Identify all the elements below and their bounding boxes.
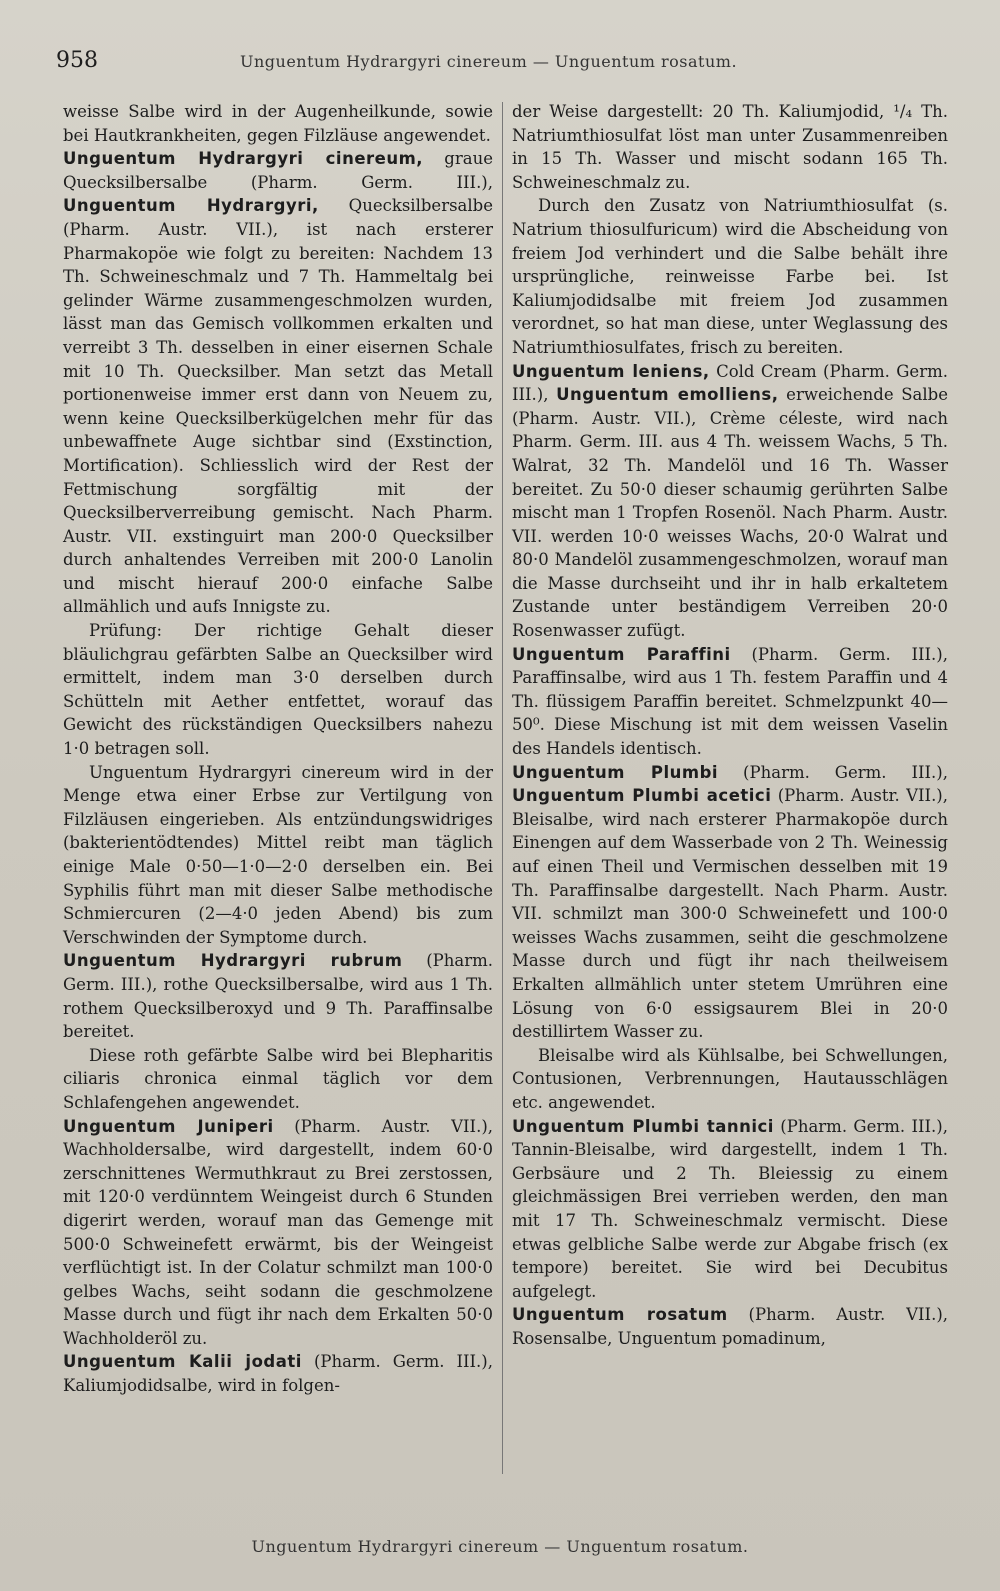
paragraph — [512, 1044, 948, 1115]
entry-title: Unguentum leniens, — [512, 361, 710, 381]
left-column — [63, 100, 493, 1398]
entry-text: (Pharm. Austr. VII.), Rosensalbe, Unguentum pomadinum, — [512, 1305, 948, 1348]
entry-title: Unguentum Plumbi acetici — [512, 786, 772, 806]
paragraph — [512, 643, 948, 761]
paragraph — [63, 147, 493, 619]
entry-text: Cold Cream (Pharm. Germ. III.), — [512, 361, 948, 405]
entry-text: Prüfung: Der richtige Gehalt dieser bläulichgrau gefärbten Salbe an Quecksilber wird ermittelt, indem man 3·0 derselben durch Schütteln mit Aether entfettet, worauf das Gewicht des rückständigen Quecksilbers nahezu 1·0 betragen soll. — [63, 621, 493, 759]
page-header — [56, 48, 940, 84]
entry-text: weisse Salbe wird in der Augenheilkunde, sowie bei Hautkrankheiten, gegen Filzläuse angewendet. — [63, 102, 493, 145]
entry-text: Unguentum Hydrargyri cinereum wird in der Menge etwa einer Erbse zur Vertilgung von Filzläusen eingerieben. Als entzündungswidriges (bakterientödtendes) Mittel reibt man täglich einige Male 0·50—1·0—2·0 derselben ein. Bei Syphilis führt man mit dieser Salbe methodische Schmiercuren (2—4·0 jeden Abend) bis zum Verschwinden der Symptome durch. — [63, 762, 493, 947]
paragraph — [63, 761, 493, 950]
paragraph — [512, 1115, 948, 1304]
entry-text: Durch den Zusatz von Natriumthiosulfat (s. Natrium thiosulfuricum) wird die Abscheidung von freiem Jod verhindert und die Salbe behält ihre ursprüngliche, reinweisse Farbe bei. Ist Kaliumjodidsalbe mit freiem Jod zusammen verordnet, so hat man diese, unter Weglassung des Natriumthiosulfates, frisch zu bereiten. — [512, 196, 948, 357]
page-number: 958 — [56, 48, 98, 73]
entry-title: Unguentum Juniperi — [63, 1116, 274, 1136]
running-head: Unguentum Hydrargyri cinereum — Unguentum rosatum. — [240, 52, 738, 71]
paragraph — [63, 100, 493, 147]
entry-title: Unguentum Kalii jodati — [63, 1352, 302, 1372]
paragraph — [63, 1350, 493, 1397]
entry-text: Quecksilbersalbe (Pharm. Austr. VII.), ist nach ersterer Pharmakopöe wie folgt zu bereiten: Nachdem 13 Th. Schweineschmalz und 7 Th. Hammeltalg bei gelinder Wärme zusammengeschmolzen wurden, lässt man das Gemisch vollkommen erkalten und verreibt 3 Th. desselben in einer eisernen Schale mit 10 Th. Quecksilber. Man setzt das Metall portionenweise immer erst dann von Neuem zu, wenn keine Quecksilberkügelchen mehr für das unbewaffnete Auge sichtbar sind (Exstinction, Mortification). Schliesslich wird der Rest der Fettmischung sorgfältig mit der Quecksilberverreibung gemischt. Nach Pharm. Austr. VII. exstinguirt man 200·0 Quecksilber durch anhaltendes Verreiben mit 200·0 Lanolin und mischt hierauf 200·0 einfache Salbe allmählich und aufs Innigste zu. — [63, 196, 493, 617]
paragraph — [512, 194, 948, 359]
paragraph — [63, 949, 493, 1043]
entry-text: der Weise dargestellt: 20 Th. Kaliumjodid, ¹/₄ Th. Natriumthiosulfat löst man unter Zusammenreiben in 15 Th. Wasser und mischt sodann 165 Th. Schweineschmalz zu. — [512, 102, 948, 192]
paragraph — [512, 100, 948, 194]
entry-text: Diese roth gefärbte Salbe wird bei Blepharitis ciliaris chronica einmal täglich vor dem Schlafengehen angewendet. — [63, 1045, 493, 1112]
entry-title: Unguentum Hydrargyri rubrum — [63, 951, 403, 971]
page-footer: Unguentum Hydrargyri cinereum — Unguentum rosatum. — [251, 1537, 749, 1556]
entry-text: (Pharm. Austr. VII.), Wachholdersalbe, wird dargestellt, indem 60·0 zerschnittenes Wermuthkraut zu Brei zerstossen, mit 120·0 verdünntem Weingeist durch 6 Stunden digerirt werden, worauf man das Gemenge mit 500·0 Schweinefett erwärmt, bis der Weingeist verflüchtigt ist. In der Colatur schmilzt man 100·0 gelbes Wachs, seiht sodann die geschmolzene Masse durch und fügt ihr nach dem Erkalten 50·0 Wachholderöl zu. — [63, 1116, 494, 1348]
entry-title: Unguentum Plumbi tannici — [512, 1116, 774, 1136]
entry-text: erweichende Salbe (Pharm. Austr. VII.), Crème céleste, wird nach Pharm. Germ. III. aus 4 Th. weissem Wachs, 5 Th. Walrat, 32 Th. Mandelöl und 16 Th. Wasser bereitet. Zu 50·0 dieser schaumig gerührten Salbe mischt man 1 Tropfen Rosenöl. Nach Pharm. Austr. VII. werden 10·0 weisses Wachs, 20·0 Walrat und 80·0 Mandelöl zusammengeschmolzen, worauf man die Masse durchseiht und ihr in halb erkaltetem Zustande unter beständigem Verreiben 20·0 Rosenwasser zufügt. — [512, 385, 948, 641]
paragraph — [512, 360, 948, 643]
entry-text: (Pharm. Germ. III.), Kaliumjodidsalbe, wird in folgen- — [63, 1352, 493, 1396]
paragraph — [512, 1303, 948, 1350]
entry-title: Unguentum Plumbi — [512, 762, 719, 782]
entry-title: Unguentum Hydrargyri cinereum, — [63, 149, 424, 169]
entry-text: (Pharm. Germ. III.), Tannin-Bleisalbe, wird dargestellt, indem 1 Th. Gerbsäure und 2 Th. Bleiessig zu einem gleichmässigen Brei verrieben werden, den man mit 17 Th. Schweineschmalz vermischt. Diese etwas gelbliche Salbe werde zur Abgabe frisch (ex tempore) bereitet. Sie wird bei Decubitus aufgelegt. — [512, 1116, 948, 1301]
paragraph — [63, 1115, 493, 1351]
entry-text: Bleisalbe wird als Kühlsalbe, bei Schwellungen, Contusionen, Verbrennungen, Hautausschlägen etc. angewendet. — [512, 1045, 948, 1112]
entry-text: (Pharm. Germ. III.), Paraffinsalbe, wird aus 1 Th. festem Paraffin und 4 Th. flüssigem Paraffin bereitet. Schmelzpunkt 40—50⁰. Diese Mischung ist mit dem weissen Vaselin des Handels identisch. — [512, 644, 948, 759]
entry-title: Unguentum Hydrargyri, — [63, 196, 319, 216]
entry-text: (Pharm. Germ. III.), rothe Quecksilbersalbe, wird aus 1 Th. rothem Quecksilberoxyd und 9 Th. Paraffinsalbe bereitet. — [63, 951, 493, 1042]
entry-text: graue Quecksilbersalbe (Pharm. Germ. III.), — [63, 149, 493, 192]
entry-title: Unguentum emolliens, — [556, 385, 779, 405]
entry-title: Unguentum rosatum — [512, 1305, 728, 1325]
entry-text: (Pharm. Austr. VII.), Bleisalbe, wird nach ersterer Pharmakopöe durch Einengen auf dem Wasserbade von 2 Th. Weinessig auf einen Theil und Vermischen desselben mit 19 Th. Paraffinsalbe dargestellt. Nach Pharm. Austr. VII. schmilzt man 300·0 Schweinefett und 100·0 weisses Wachs zusammen, seiht die geschmolzene Masse durch und fügt ihr nach theilweisem Erkalten allmählich unter stetem Umrühren eine Lösung von 6·0 essigsaurem Blei in 20·0 destillirtem Wasser zu. — [512, 786, 948, 1042]
entry-title: Unguentum Paraffini — [512, 644, 731, 664]
paragraph — [512, 761, 948, 1044]
paragraph — [63, 619, 493, 761]
right-column — [512, 100, 948, 1350]
column-divider — [502, 102, 503, 1474]
paragraph — [63, 1044, 493, 1115]
entry-text: (Pharm. Germ. III.), — [718, 762, 948, 782]
